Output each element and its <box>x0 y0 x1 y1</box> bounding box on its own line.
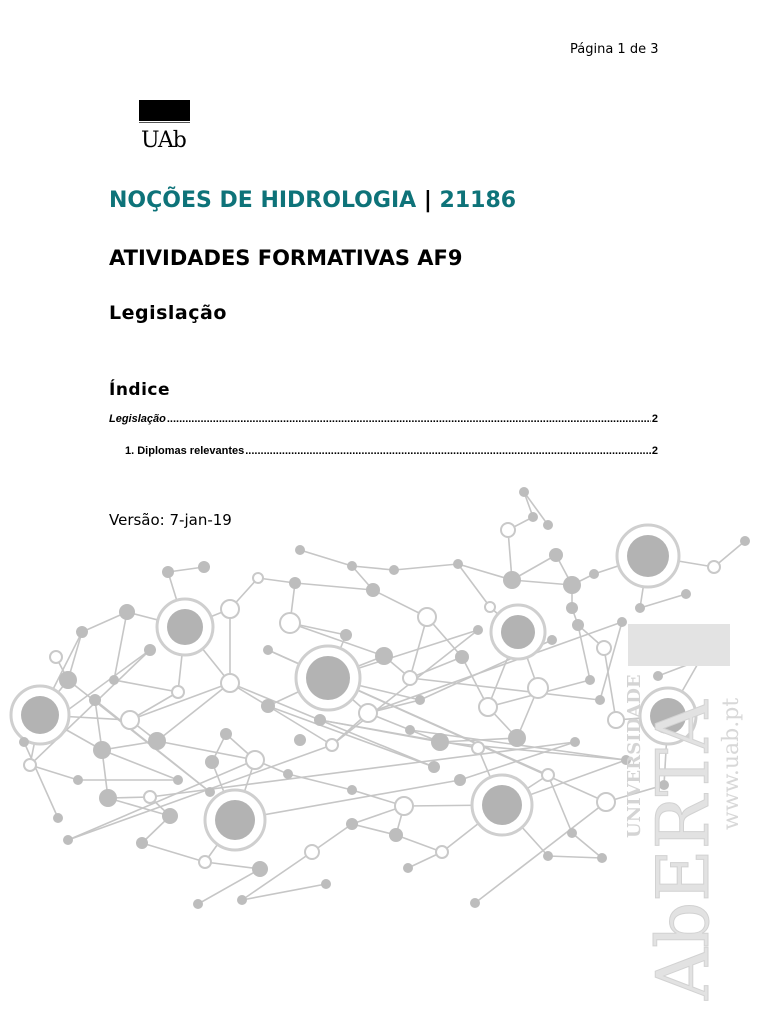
network-node-hub <box>627 535 669 577</box>
network-edge <box>458 564 490 607</box>
network-node-open <box>485 602 495 612</box>
network-node <box>252 861 268 877</box>
network-node <box>453 559 463 569</box>
network-node-open <box>246 751 264 769</box>
network-node <box>205 755 219 769</box>
network-node-open <box>280 613 300 633</box>
network-node <box>198 561 210 573</box>
network-node <box>375 647 393 665</box>
network-node-open <box>305 845 319 859</box>
network-node <box>119 604 135 620</box>
network-node-open <box>221 600 239 618</box>
toc-entry-label: Legislação <box>109 413 166 425</box>
network-edge <box>157 683 230 741</box>
network-edge <box>102 750 178 780</box>
network-node <box>205 787 215 797</box>
network-node-open <box>418 608 436 626</box>
uab-logo <box>112 88 216 162</box>
network-node <box>597 853 607 863</box>
network-node <box>93 741 111 759</box>
logo-bar <box>139 100 190 121</box>
network-node <box>136 837 148 849</box>
network-node <box>503 571 521 589</box>
network-node-open <box>608 712 624 728</box>
network-node-open <box>479 698 497 716</box>
network-edge <box>368 713 440 742</box>
network-node <box>428 761 440 773</box>
network-node-hub <box>167 609 203 645</box>
toc-entry-page: 2 <box>651 445 658 457</box>
network-graphic <box>0 470 768 1024</box>
page-number: Página 1 de 3 <box>570 42 659 57</box>
network-node-hub <box>21 696 59 734</box>
network-node <box>653 671 663 681</box>
network-node-open <box>359 704 377 722</box>
aberta-watermark <box>624 624 744 1001</box>
network-node <box>585 675 595 685</box>
network-node <box>347 785 357 795</box>
logo-line <box>139 122 190 123</box>
network-node <box>283 769 293 779</box>
network-node <box>389 828 403 842</box>
network-edge <box>142 843 205 862</box>
network-node <box>508 729 526 747</box>
network-edge <box>440 742 626 760</box>
network-node <box>431 733 449 751</box>
network-edge <box>352 566 394 570</box>
network-node <box>681 589 691 599</box>
network-edge <box>114 612 127 680</box>
network-node <box>405 725 415 735</box>
network-node <box>740 536 750 546</box>
network-node-hub <box>482 785 522 825</box>
network-node <box>589 569 599 579</box>
network-node-open <box>528 678 548 698</box>
network-node <box>59 671 77 689</box>
network-edge <box>640 594 686 608</box>
network-node <box>295 545 305 555</box>
network-node <box>473 625 483 635</box>
watermark-name: AbERTA <box>641 700 725 1000</box>
network-node-open <box>597 793 615 811</box>
network-node <box>76 626 88 638</box>
network-node-hub <box>306 656 350 700</box>
network-node <box>162 808 178 824</box>
network-edge <box>288 774 352 790</box>
course-code: 21186 <box>439 188 517 213</box>
network-node-open <box>253 573 263 583</box>
network-node <box>567 828 577 838</box>
network-node <box>162 566 174 578</box>
toc-entry-page: 2 <box>651 413 658 425</box>
network-edge <box>512 580 572 585</box>
version-label: Versão: 7-jan-19 <box>109 511 232 529</box>
network-node <box>263 645 273 655</box>
toc-heading: Índice <box>109 380 171 400</box>
network-node <box>415 695 425 705</box>
network-edge <box>114 680 178 692</box>
network-node <box>321 879 331 889</box>
network-node <box>173 775 183 785</box>
network-edge <box>295 583 373 590</box>
toc-entry[interactable] <box>109 413 658 425</box>
network-node-open <box>597 641 611 655</box>
network-node <box>470 898 480 908</box>
network-node <box>220 728 232 740</box>
network-node <box>617 617 627 627</box>
course-title <box>109 188 516 213</box>
network-node <box>346 818 358 830</box>
network-node-open <box>172 686 184 698</box>
activities-title: ATIVIDADES FORMATIVAS AF9 <box>109 246 463 270</box>
network-node <box>543 520 553 530</box>
network-node <box>314 714 326 726</box>
network-node <box>144 644 156 656</box>
network-node-open <box>199 856 211 868</box>
toc-leader-dots <box>245 445 651 457</box>
network-node <box>53 813 63 823</box>
network-node-open <box>403 671 417 685</box>
network-node <box>572 619 584 631</box>
network-node-hub <box>215 800 255 840</box>
network-node <box>547 635 557 645</box>
course-name: NOÇÕES DE HIDROLOGIA <box>109 188 417 213</box>
network-node <box>366 583 380 597</box>
network-edge <box>548 856 602 858</box>
network-edge <box>205 862 260 869</box>
network-node-hub <box>501 615 535 649</box>
network-node <box>294 734 306 746</box>
network-node-open <box>472 742 484 754</box>
network-node <box>261 699 275 713</box>
network-node <box>340 629 352 641</box>
network-node-open <box>144 791 156 803</box>
network-edge <box>604 648 616 720</box>
network-node-open <box>24 759 36 771</box>
network-node <box>563 576 581 594</box>
network-node <box>566 602 578 614</box>
network-node <box>549 548 563 562</box>
logo-text: UAb <box>141 128 186 153</box>
network-node-open <box>436 846 448 858</box>
network-node <box>237 895 247 905</box>
network-node-open <box>501 523 515 537</box>
network-node <box>519 487 529 497</box>
network-edge <box>300 550 352 566</box>
network-node <box>528 512 538 522</box>
network-node-open <box>326 739 338 751</box>
network-node <box>595 695 605 705</box>
network-edge <box>410 678 600 700</box>
network-node <box>635 603 645 613</box>
network-node <box>63 835 73 845</box>
network-node-open <box>708 561 720 573</box>
network-node <box>148 732 166 750</box>
network-edge <box>394 564 458 570</box>
watermark-url: www.uab.pt <box>719 697 744 830</box>
network-node <box>403 863 413 873</box>
toc-entry-label: 1. Diplomas relevantes <box>125 445 245 457</box>
network-node <box>389 565 399 575</box>
network-node <box>570 737 580 747</box>
network-node <box>455 650 469 664</box>
network-node <box>109 675 119 685</box>
network-edge <box>410 657 462 678</box>
network-node <box>454 774 466 786</box>
network-node-open <box>121 711 139 729</box>
network-node-open <box>50 651 62 663</box>
network-node <box>99 789 117 807</box>
network-edge <box>572 833 602 858</box>
toc-entry[interactable] <box>125 445 658 457</box>
title-separator: | <box>423 188 432 213</box>
network-node <box>73 775 83 785</box>
section-title: Legislação <box>109 302 227 324</box>
network-node-open <box>395 797 413 815</box>
network-node <box>89 694 101 706</box>
watermark-block <box>628 624 730 666</box>
network-node <box>193 899 203 909</box>
network-node <box>347 561 357 571</box>
toc-leader-dots <box>167 413 651 425</box>
network-node <box>19 737 29 747</box>
network-node <box>289 577 301 589</box>
network-node-open <box>542 769 554 781</box>
network-node <box>543 851 553 861</box>
watermark-university: UNIVERSIDADE <box>624 674 645 838</box>
network-edge <box>235 780 460 820</box>
network-edge <box>157 741 255 760</box>
network-edge <box>396 835 442 852</box>
network-node-open <box>221 674 239 692</box>
